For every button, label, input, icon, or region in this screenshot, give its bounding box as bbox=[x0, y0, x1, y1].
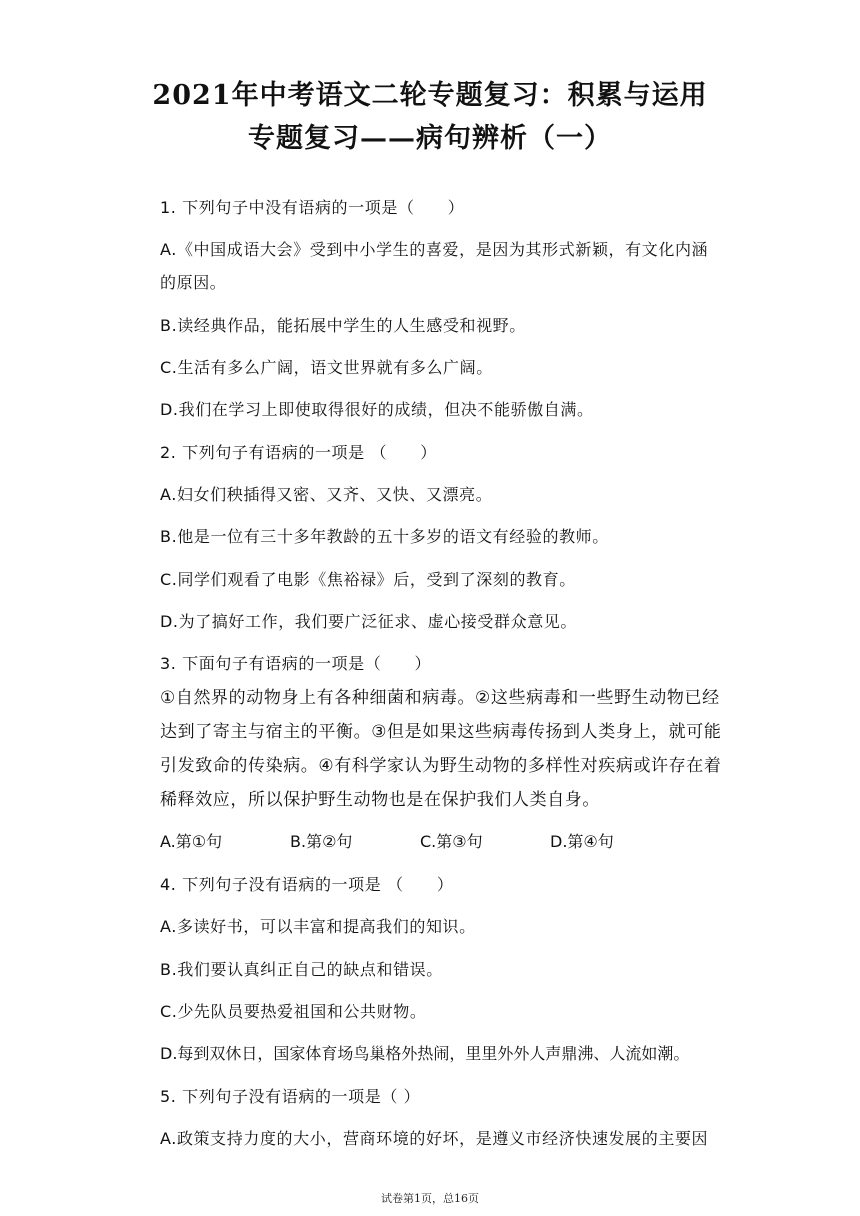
question-4-option-c: C.少先队员要热爱祖国和公共财物。 bbox=[160, 1002, 427, 1021]
question-4-option-a: A.多读好书，可以丰富和提高我们的知识。 bbox=[160, 917, 476, 936]
question-3-options bbox=[160, 832, 740, 852]
question-4-option-d: D.每到双休日，国家体育场鸟巢格外热闹，里里外外人声鼎沸、人流如潮。 bbox=[160, 1044, 690, 1063]
page-subtitle: 专题复习——病句辨析（一） bbox=[248, 123, 612, 154]
question-2-option-b: B.他是一位有三十多年教龄的五十多岁的语文有经验的教师。 bbox=[160, 527, 609, 546]
question-2-option-c: C.同学们观看了电影《焦裕禄》后，受到了深刻的教育。 bbox=[160, 570, 576, 589]
page-footer: 试卷第1页，总16页 bbox=[381, 1192, 479, 1205]
question-3-option-a: A.第①句 bbox=[160, 832, 223, 851]
question-3-passage-line: 稀释效应，所以保护野生动物也是在保护我们人类自身。 bbox=[160, 790, 600, 810]
question-3-passage-line: 引发致命的传染病。④有科学家认为野生动物的多样性对疾病或许存在着 bbox=[160, 756, 722, 776]
question-3-passage-line: ①自然界的动物身上有各种细菌和病毒。②这些病毒和一些野生动物已经 bbox=[160, 688, 720, 708]
question-1-option-a-cont: 的原因。 bbox=[160, 273, 227, 292]
question-1-option-d: D.我们在学习上即使取得很好的成绩，但决不能骄傲自满。 bbox=[160, 400, 594, 419]
question-3-option-c: C.第③句 bbox=[420, 832, 483, 851]
question-4-option-b: B.我们要认真纠正自己的缺点和错误。 bbox=[160, 960, 443, 979]
question-1-option-b: B.读经典作品，能拓展中学生的人生感受和视野。 bbox=[160, 316, 526, 335]
question-2-stem: 2. 下列句子有语病的一项是 （ ） bbox=[160, 443, 437, 462]
question-4-stem: 4. 下列句子没有语病的一项是 （ ） bbox=[160, 875, 454, 894]
question-2-option-a: A.妇女们秧插得又密、又齐、又快、又漂亮。 bbox=[160, 485, 493, 504]
question-5-option-a: A.政策支持力度的大小，营商环境的好坏，是遵义市经济快速发展的主要因 bbox=[160, 1129, 709, 1148]
question-3-passage-line: 达到了寄主与宿主的平衡。③但是如果这些病毒传扬到人类身上，就可能 bbox=[160, 722, 722, 742]
question-1-option-a: A.《中国成语大会》受到中小学生的喜爱，是因为其形式新颖，有文化内涵 bbox=[160, 240, 709, 259]
question-5-stem: 5. 下列句子没有语病的一项是（ ） bbox=[160, 1087, 421, 1106]
page-title: 2021年中考语文二轮专题复习：积累与运用 bbox=[152, 80, 708, 111]
question-3-stem: 3. 下面句子有语病的一项是（ ） bbox=[160, 654, 432, 673]
question-3-option-d: D.第④句 bbox=[550, 832, 614, 851]
question-3-option-b: B.第②句 bbox=[290, 832, 353, 851]
question-1-stem: 1. 下列句子中没有语病的一项是（ ） bbox=[160, 198, 465, 217]
question-1-option-c: C.生活有多么广阔，语文世界就有多么广阔。 bbox=[160, 358, 493, 377]
question-2-option-d: D.为了搞好工作，我们要广泛征求、虚心接受群众意见。 bbox=[160, 612, 578, 631]
